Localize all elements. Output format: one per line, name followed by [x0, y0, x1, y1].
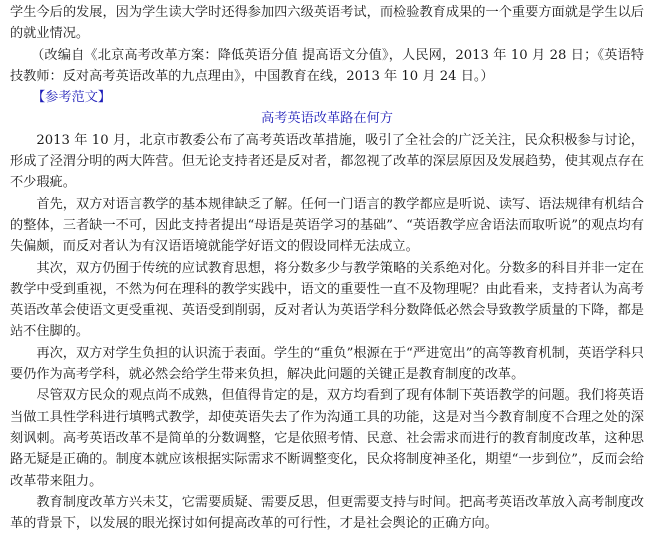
essay-paragraph-2: 首先，双方对语言教学的基本规律缺乏了解。任何一门语言的教学都应是听说、读写、语法规律有机结合的整体，三者缺一不可，因此支持者提出“母语是英语学习的基础”、“英语教学应舍语法而取听说”的观点均有失偏颇，而反对者认为有汉语语境就能学好语文的假设同样无法成立。 [10, 196, 644, 255]
intro-continuation: 学生今后的发展，因为学生读大学时还得参加四六级英语考试，而检验教育成果的一个重要方面就是学生以后的就业情况。 [10, 5, 644, 42]
essay-paragraph-6: 教育制度改革方兴未艾，它需要质疑、需要反思，但更需要支持与时间。把高考英语改革放入高考制度改革的背景下，以发展的眼光探讨如何提高改革的可行性，才是社会舆论的正确方向。 [10, 494, 644, 532]
essay-title: 高考英语改革路在何方 [261, 111, 393, 127]
essay-paragraph-3: 其次，双方仍囿于传统的应试教育思想，将分数多少与教学策略的关系绝对化。分数多的科目并非一定在教学中受到重视，不然为何在理科的教学实践中，语文的重要性一直不及物理呢？由此看来，支持者认为高考英语改革会使语文更受重视、英语受到削弱，反对者认为英语学科分数降低必然会导致教学质量的下降，都是站不住脚的。 [10, 260, 644, 340]
essay-paragraph-1: 2013 年 10 月，北京市教委公布了高考英语改革措施，吸引了全社会的广泛关注，民众积极参与讨论，形成了泾渭分明的两大阵营。但无论支持者还是反对者，都忽视了改革的深层原因及发展趋势，使其观点存在不少瑕疵。 [10, 132, 644, 191]
essay-paragraph-5: 尽管双方民众的观点尚不成熟，但值得肯定的是，双方均看到了现有体制下英语教学的问题。我们将英语当做工具性学科进行填鸭式教学，却使英语失去了作为沟通工具的功能，这是对当今教育制度不合理之处的深刻讽刺。高考英语改革不是简单的分数调整，它是依照考情、民意、社会需求而进行的教育制度改革，这种思路无疑是正确的。制度本就应该根据实际需求不断调整变化，民众将制度神圣化，期望“一步到位”，反而会给改革带来阻力。 [10, 388, 644, 489]
essay-paragraph-4: 再次，双方对学生负担的认识流于表面。学生的“重负”根源在于“严进宽出”的高等教育机制，英语学科只要仍作为高考学科，就必然会给学生带来负担，解决此问题的关键正是教育制度的改革。 [10, 345, 644, 383]
reference-label: 【参考范文】 [32, 90, 112, 106]
source-note: （改编自《北京高考改革方案：降低英语分值 提高语文分值》，人民网，2013 年 10 月 28 日；《英语特技教师：反对高考英语改革的九点理由》，中国教育在线，2013 年 10 月 24 日。） [10, 47, 644, 84]
